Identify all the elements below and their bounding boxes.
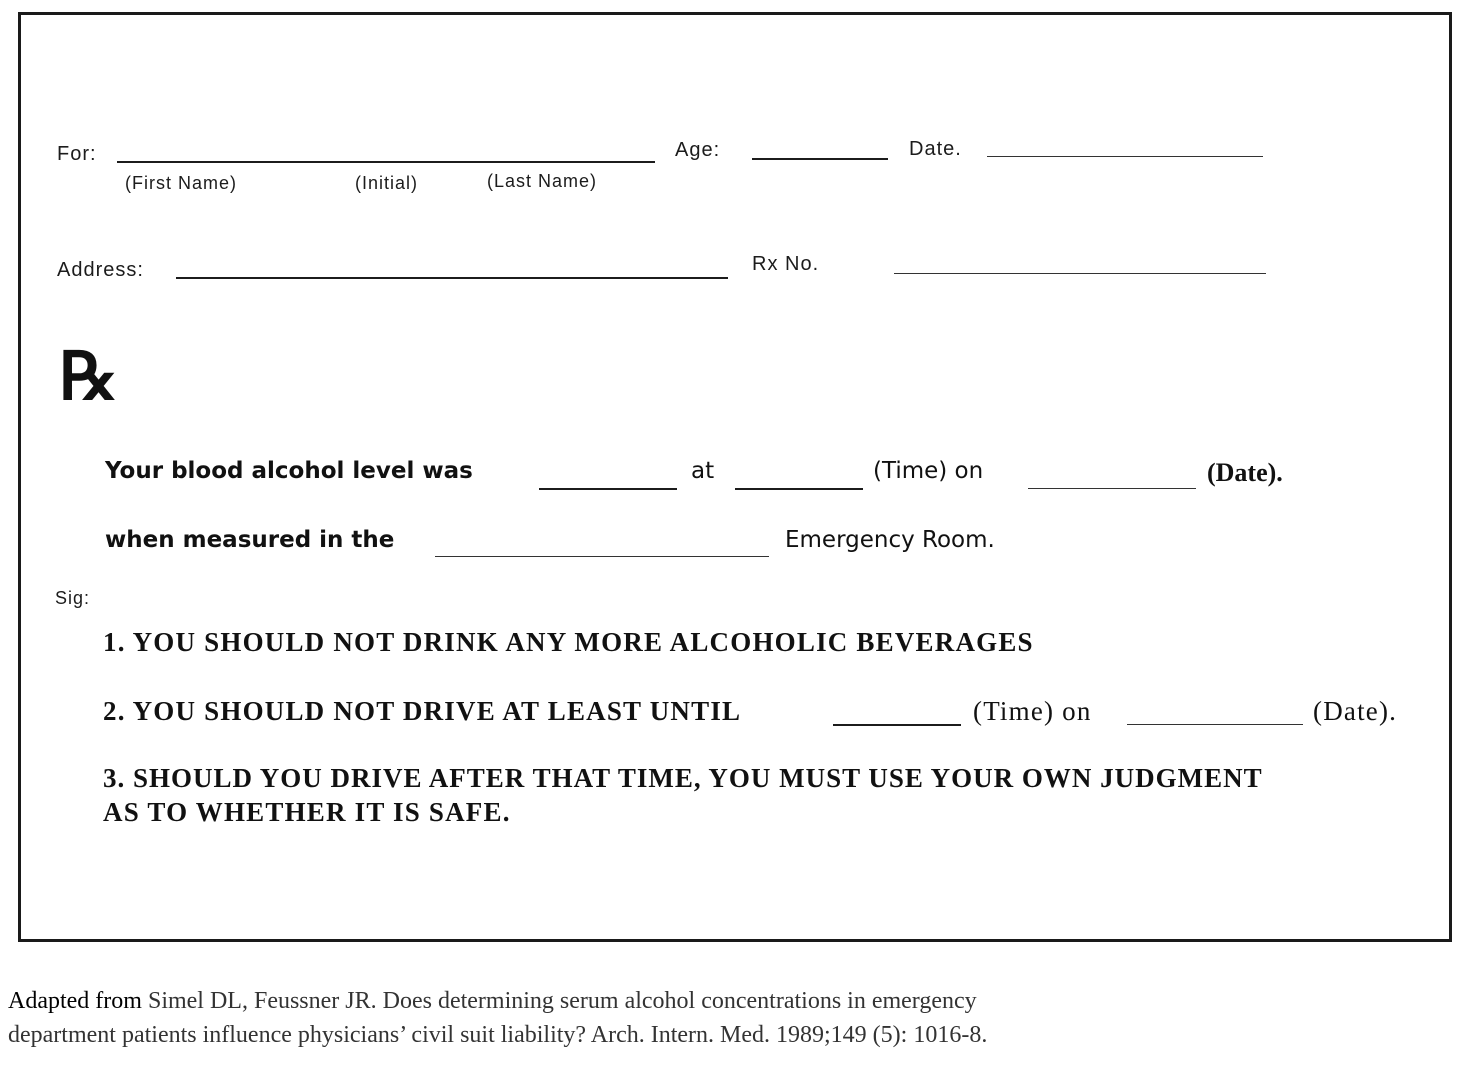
age-label: Age: [675,139,721,161]
citation-line-2: department patients influence physicians’ civil suit liability? Arch. Intern. Med. 1989;149 (5): 1016-8. [8,1022,988,1048]
emergency-room-field[interactable] [435,556,769,557]
measure-date-field[interactable] [1028,488,1196,489]
at-text: at [691,458,715,484]
address-label: Address: [57,259,144,281]
emergency-room-text: Emergency Room. [785,527,995,553]
address-field[interactable] [176,277,728,279]
prescription-form [18,12,1452,942]
age-field[interactable] [752,158,888,160]
initial-caption: (Initial) [355,173,419,193]
instruction-2-time-text: (Time) on [973,696,1092,726]
citation-lead: Adapted from [8,988,142,1014]
last-name-caption: (Last Name) [487,171,598,191]
instruction-3-line-2: AS TO WHETHER IT IS SAFE. [103,797,511,827]
citation-line-1: Simel DL, Feussner JR. Does determining serum alcohol concentrations in emergency [141,988,977,1014]
instruction-1: 1. YOU SHOULD NOT DRINK ANY MORE ALCOHOLIC BEVERAGES [103,627,1034,657]
rx-no-label: Rx No. [752,253,820,275]
rx-no-field[interactable] [894,273,1266,274]
no-drive-date-field[interactable] [1127,724,1303,725]
first-name-caption: (First Name) [125,173,237,193]
blood-alcohol-level-field[interactable] [539,488,677,490]
time-on-text: (Time) on [873,458,984,484]
name-field[interactable] [117,161,655,163]
no-drive-time-field[interactable] [833,724,961,726]
date-text: (Date). [1207,458,1283,487]
for-label: For: [57,143,97,165]
instruction-2-date-text: (Date). [1313,696,1398,726]
measured-in-text: when measured in the [105,527,395,553]
date-field[interactable] [987,156,1263,157]
measure-time-field[interactable] [735,488,863,490]
sig-label: Sig: [55,588,91,608]
date-label: Date. [909,138,962,160]
citation-caption [8,984,1308,1052]
instruction-2: 2. YOU SHOULD NOT DRIVE AT LEAST UNTIL [103,696,742,726]
blood-alcohol-text: Your blood alcohol level was [105,458,473,484]
instruction-3-line-1: 3. SHOULD YOU DRIVE AFTER THAT TIME, YOU MUST USE YOUR OWN JUDGMENT [103,763,1263,793]
rx-symbol: ℞ [59,337,119,415]
